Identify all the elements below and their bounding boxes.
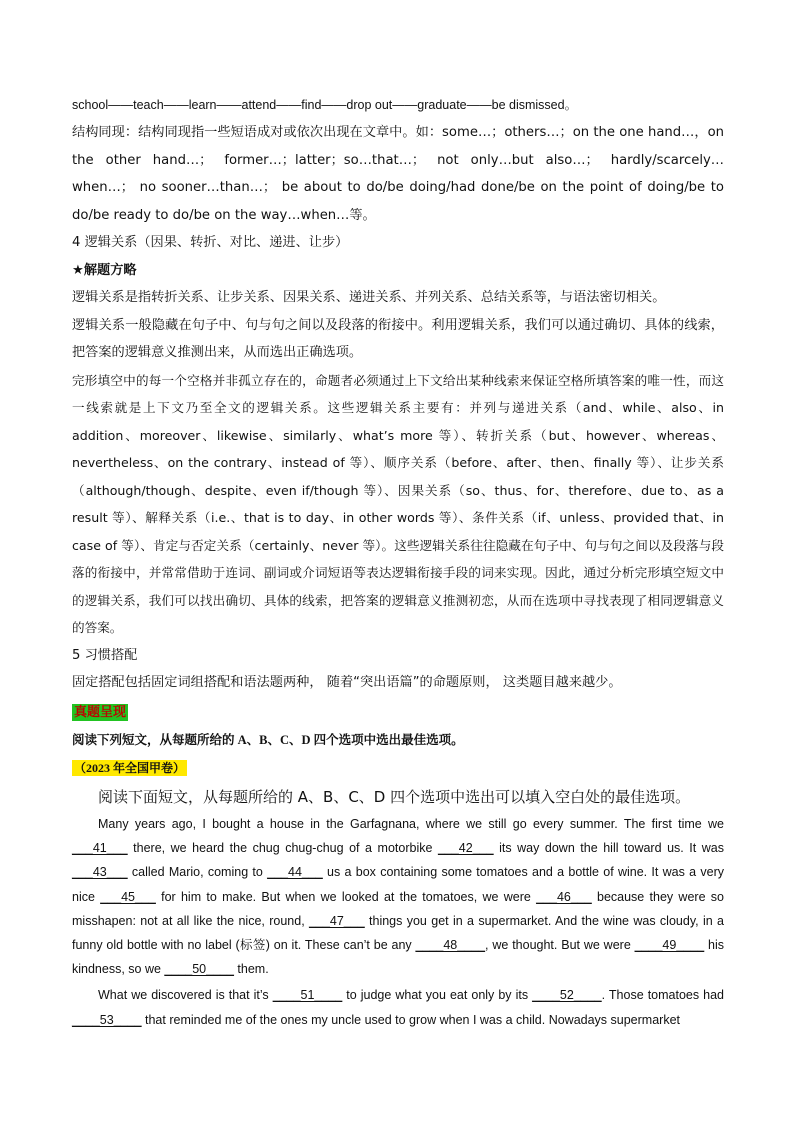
passage-text: them.	[233, 962, 269, 977]
passage-text: . Those tomatoes had	[601, 988, 724, 1003]
blank-47[interactable]: ___47___	[309, 913, 365, 928]
passage-text: What we discovered is that it’s	[98, 988, 273, 1003]
blank-51[interactable]: ____51____	[272, 988, 343, 1003]
passage-text: there, we heard the chug chug-chug of a motorbike	[127, 841, 438, 856]
passage-text: that reminded me of the ones my uncle used to grow when I was a child. Nowadays supermarket	[141, 1012, 680, 1027]
exam-label: （2023 年全国甲卷）	[74, 761, 186, 775]
blank-42[interactable]: ___42___	[437, 841, 494, 856]
passage-text: , we thought. But we were	[485, 938, 635, 953]
logic-paragraph-2: 逻辑关系一般隐藏在句子中、句与句之间以及段落的衔接中。利用逻辑关系，我们可以通过确切、具体的线索，把答案的逻辑意义推测出来，从而选出正确选项。	[72, 317, 724, 360]
passage-text: things you get in a supermarket. And the wine was cloudy, in a funny old bottle with no label (标签) on it. These can’t be any	[72, 913, 724, 953]
blank-50[interactable]: ____50____	[164, 962, 234, 977]
blank-53[interactable]: ____53____	[72, 1012, 142, 1027]
logic-paragraph-1: 逻辑关系是指转折关系、让步关系、因果关系、递进关系、并列关系、总结关系等，与语法密切相关。	[72, 290, 666, 305]
blank-43[interactable]: ___43___	[72, 865, 128, 880]
passage-text: us a box containing some tomatoes and a bottle of wine. It was a very nice	[72, 865, 724, 904]
passage-text: Many years ago, I bought a house in the Garfagnana, where we still go every summer. The first time we	[98, 817, 724, 831]
passage-paragraph-2	[72, 983, 724, 1031]
passage-text: because they were so misshapen: not at all like the nice, round,	[72, 889, 724, 928]
blank-41[interactable]: ___41___	[72, 841, 128, 856]
heading-logic: 4 逻辑关系（因果、转折、对比、递进、让步）	[72, 235, 349, 250]
blank-49[interactable]: ____49____	[634, 938, 705, 953]
passage-text: called Mario, coming to	[127, 865, 268, 880]
word-chain-line: school——teach——learn——attend——find——drop out——graduate——be dismissed。	[72, 98, 578, 112]
blank-48[interactable]: ____48____	[415, 938, 486, 953]
tip-heading: ★解题方略	[72, 262, 137, 278]
document-page	[72, 92, 724, 1032]
passage-paragraph-1	[72, 812, 724, 981]
heading-collocation: 5 习惯搭配	[72, 647, 138, 663]
collocation-paragraph: 固定搭配包括固定词组搭配和语法题两种， 随着“突出语篇”的命题原则， 这类题目越来越少。	[72, 675, 622, 690]
passage-text: to judge what you eat only by its	[342, 988, 533, 1003]
logic-paragraph-3: 完形填空中的每一个空格并非孤立存在的，命题者必须通过上下文给出某种线索来保证空格所填答案的唯一性，而这一线索就是上下文乃至全文的逻辑关系。这些逻辑关系主要有：并列与递进关系（and、while、also、in addition、moreover、likewise、similarly、what’s more 等）、转折关系（but、however、whereas、nevertheless、on the contrary、instead of 等）、顺序关系（before、after、then、finally 等）、让步关系（although/though、despite、even if/though 等）、因果关系（so、thus、for、therefore、due to、as a result 等）、解释关系（i.e.、that is to day、in other words 等）、条件关系（if、unless、provided that、in case of 等）、肯定与否定关系（certainly、never 等）。这些逻辑关系往往隐藏在句子中、句与句之间以及段落与段落的衔接中，并常常借助于连词、副词或介词短语等表达逻辑衔接手段的词来实现。因此，通过分析完形填空短文中的逻辑关系，我们可以找出确切、具体的线索，把答案的逻辑意义推测初恋，从而在选项中寻找表现了相同逻辑意义的答案。	[72, 372, 724, 635]
structure-paragraph: 结构同现：结构同现指一些短语成对或依次出现在文章中。如：some…；others…；on the one hand…，on the other hand…； former…；latter；so…that…； not only…but also…； hardly/scarcely…when…； no sooner…than…； be about to do/be doing/had done/be on the point of doing/be to do/be ready to do/be on the way…when…等。	[72, 125, 724, 223]
exam-label-line	[72, 754, 724, 782]
passage-text: for him to make. But when we looked at the tomatoes, we were	[155, 889, 537, 904]
passage-text: his kindness, so we	[72, 938, 724, 977]
passage-text: its way down the hill toward us. It was	[493, 841, 724, 856]
chinese-instruction: 阅读下面短文，从每题所给的 A、B、C、D 四个选项中选出可以填入空白处的最佳选项。	[98, 788, 691, 806]
blank-52[interactable]: ____52____	[532, 988, 602, 1003]
section-badge-line	[72, 699, 724, 727]
section-instruction: 阅读下列短文，从每题所给的 A、B、C、D 四个选项中选出最佳选项。	[72, 733, 464, 747]
blank-45[interactable]: ___45___	[100, 889, 156, 904]
blank-46[interactable]: ___46___	[536, 889, 592, 904]
blank-44[interactable]: ___44___	[267, 865, 323, 880]
section-badge: 真题呈现	[74, 704, 127, 720]
